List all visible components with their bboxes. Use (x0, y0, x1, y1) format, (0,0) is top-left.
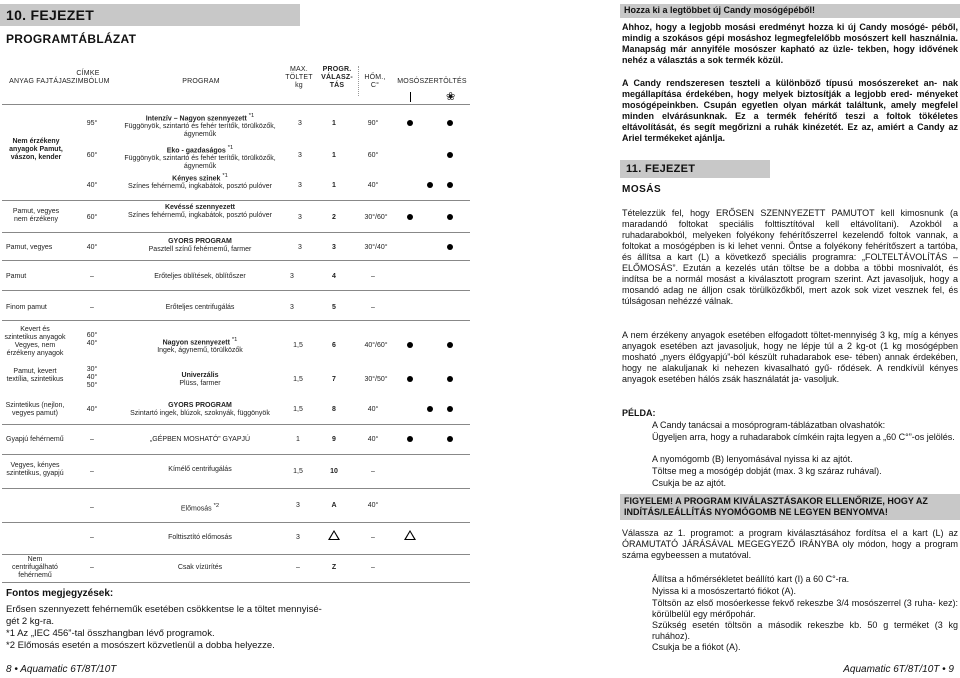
row-9-name: Univerzális (181, 372, 219, 379)
row-divider (2, 232, 470, 233)
row-1-label: 95° (86, 120, 98, 127)
row-8-softener-dot (447, 342, 453, 348)
row-divider (2, 488, 470, 489)
row-3-name: Kényes szinek (172, 175, 221, 183)
row-13-prog: A (331, 502, 337, 509)
row-10-program (110, 402, 290, 418)
program-select-paragraph: Válassza az 1. programot: a program kiválasztásához fordítsa el a kart (L) az ÓRAMUTATÓ JÁRÁSÁVAL MEGEGYEZŐ IRÁNYBA oly módon, hogy a program száma egybeessen a mutatóval. (622, 528, 958, 560)
fabric-group-11: Nem centrifugálható fehérnemű (12, 556, 58, 579)
row-4-main-dot (407, 214, 413, 220)
row-4-prog: 2 (332, 214, 336, 221)
washing-title: MOSÁS (622, 184, 662, 195)
tip-heading: Hozza ki a legtöbbet új Candy mosógépéből! (624, 5, 816, 15)
row-4-program (110, 204, 290, 220)
tip-paragraph-1: Ahhoz, hogy a legjobb mosási eredményt hozza ki új Candy mosógé- péből, mindig a szokásos gépi mosáshoz legmegfelelőbb mosószert kell használnia. Manapság már annyiféle mosószer kapható az üzle- tekben, hogy idővének nehéz a választás a sok termék közül. (622, 22, 958, 65)
row-11-prog: 9 (332, 436, 336, 443)
row-3-softener-dot (447, 182, 453, 188)
row-3-load: 3 (298, 182, 302, 189)
row-divider (2, 320, 470, 321)
notes-title: Fontos megjegyzések: (6, 588, 114, 599)
row-2-prog: 1 (332, 152, 336, 159)
row-8-temp: 40°/60° (364, 342, 388, 349)
header-max-load: MAX. TÖLTET kg (285, 66, 313, 89)
row-8-prog: 6 (332, 342, 336, 349)
tip-heading-bar (620, 4, 960, 18)
row-11-temp: 40° (367, 436, 379, 443)
row-10-name: GYORS PROGRAM (168, 402, 232, 409)
row-4-temp: 30°/60° (364, 214, 388, 221)
row-9-prog: 7 (332, 376, 336, 383)
row-12-prog: 10 (330, 468, 338, 475)
row-10-load: 1,5 (293, 406, 303, 413)
prewash-compartment-icon (410, 92, 411, 102)
row-9-label: 30° 40° 50° (86, 366, 98, 389)
row-9-main-dot (407, 376, 413, 382)
row-13-sup: *2 (213, 503, 220, 509)
row-10-label: 40° (86, 406, 98, 413)
step-close-drawer: Csukja be a fiókot (A). (652, 642, 741, 652)
row-3-label: 40° (86, 182, 98, 189)
row-11-label: – (90, 436, 94, 443)
row-7-label: – (90, 304, 94, 311)
row-3-sup: *1 (222, 173, 228, 179)
note-line-3: *1 Az „IEC 456”-tal összhangban lévő programok. (6, 628, 215, 639)
row-6-program: Erőteljes öblítések, öblítőszer (154, 273, 246, 280)
row-8-program (110, 336, 290, 355)
example-step-5: Csukja be az ajtót. (652, 478, 727, 488)
fabric-group-10: Vegyes, kényes szintetikus, gyapjú (6, 462, 64, 477)
example-title: PÉLDA: (622, 408, 656, 418)
note-line-2: gét 2 kg-ra. (6, 616, 55, 627)
row-2-temp: 60° (367, 152, 379, 159)
row-8-desc: Ingek, ágynemű, törülközők (157, 347, 243, 355)
note-line-4: *2 Előmosás esetén a mosószert közvetlenül a dobba helyezze. (6, 640, 275, 651)
row-divider (2, 260, 470, 261)
row-10-prog: 8 (332, 406, 336, 413)
row-8-sup: *1 (231, 337, 238, 343)
row-divider (2, 582, 470, 583)
chapter-10-title: 10. FEJEZET (6, 7, 95, 23)
row-5-load: 3 (298, 244, 302, 251)
row-9-temp: 30°/50° (364, 376, 388, 383)
row-14-load: 3 (296, 534, 300, 541)
example-step-1: A Candy tanácsai a mosóprogram-táblázatban olvashatók: (652, 420, 886, 430)
tip-paragraph-2: A Candy rendszeresen teszteli a különböző típusú mosószereket an- nak megállapítása érdekében, hogy melyek biztosítják a legjobb ered- ményeket mosógépeinkben. Csupán egyetlen olyan márkát találtunk, amely megfelel minden elvárásunknak. Ez a termék fehérítő teszi a foltok tökéletes eltávolítását, és segít megőrizni a ruhák kinézetét. Ez az, amiért a Candy az Ariel termékeket ajánlja. (622, 78, 958, 143)
fabric-group-2: Pamut, vegyes nem érzékeny (12, 208, 60, 223)
fabric-group-5: Finom pamut (6, 304, 47, 311)
step-second-compartment: Szükség esetén töltsön a második rekeszbe kb. 50 g terméket (3 kg ruhához). (652, 620, 958, 641)
row-3-temp: 40° (367, 182, 379, 189)
row-1-prewash-dot (407, 120, 413, 126)
row-5-main-dot (447, 244, 453, 250)
row-9-softener-dot (447, 376, 453, 382)
header-fabric: ANYAG FAJTÁJA (9, 78, 67, 85)
chapter-11-title: 11. FEJEZET (626, 163, 696, 175)
example-step-4: Töltse meg a mosógép dobját (max. 3 kg száraz ruhával). (652, 466, 882, 476)
row-2-sup: *1 (227, 145, 234, 151)
row-4-load: 3 (298, 214, 302, 221)
row-11-softener-dot (447, 436, 453, 442)
row-14-temp: – (371, 534, 375, 541)
row-divider (2, 290, 470, 291)
row-10-desc: Szintartó ingek, blúzok, szoknyák, függönyök (130, 410, 270, 417)
fabric-group-9: Gyapjú fehérnemű (6, 436, 64, 443)
note-line-1: Erősen szennyezett fehérneműk esetében csökkentse le a töltet mennyisé- (6, 604, 322, 615)
row-1-load: 3 (298, 120, 302, 127)
warning-text: FIGYELEM! A PROGRAM KIVÁLASZTÁSAKOR ELLENŐRIZE, HOGY AZ INDÍTÁS/LEÁLLÍTÁS NYOMÓGOMB NE LEGYEN BENYOMVA! (624, 496, 928, 517)
row-4-softener-dot (447, 214, 453, 220)
header-separator (358, 66, 359, 96)
softener-flower-icon: ❀ (446, 91, 456, 103)
row-14-program: Folttisztító előmosás (168, 534, 232, 541)
row-14-label: – (90, 534, 94, 541)
row-13-label: – (90, 504, 94, 511)
chapter-10-heading-bar (0, 4, 300, 26)
fabric-group-3: Pamut, vegyes (6, 244, 53, 251)
row-1-sup: *1 (248, 113, 255, 119)
row-5-desc: Pasztell színű fehérnemű, farmer (148, 246, 252, 253)
step-temperature: Állítsa a hőmérsékletet beállító kart (I) a 60 C°-ra. (652, 574, 850, 584)
row-6-load: 3 (290, 273, 294, 280)
row-7-load: 3 (290, 304, 294, 311)
row-5-temp: 30°/40° (364, 244, 388, 251)
row-3-program (110, 172, 290, 191)
row-11-main-dot (407, 436, 413, 442)
row-3-main-dot (427, 182, 433, 188)
step-open-drawer: Nyissa ki a mosószertartó fiókot (A). (652, 586, 797, 596)
row-15-temp: – (371, 564, 375, 571)
program-table-title: PROGRAMTÁBLÁZAT (6, 32, 137, 46)
row-2-program (110, 144, 290, 171)
row-15-prog: Z (331, 564, 337, 571)
row-15-load: – (296, 564, 300, 571)
row-divider (2, 424, 470, 425)
row-13-temp: 40° (367, 502, 379, 509)
footer-right: Aquamatic 6T/8T/10T • 9 (843, 664, 954, 675)
row-4-name: Kevéssé szennyezett (164, 204, 236, 211)
row-1-desc: Függönyök, szintartó és fehér terítők, törülközők, ágyneműk (124, 123, 276, 139)
fabric-group-8: Szintetikus (nejlon, vegyes pamut) (5, 402, 65, 417)
row-1-temp: 90° (367, 120, 379, 127)
fabric-group-4: Pamut (6, 273, 27, 280)
step-fill-detergent: Töltsön az első mosóerkesse fekvő rekeszbe 3/4 mosószerrel (3 ruha- kez): körülbelül egy mérőpohár. (652, 598, 958, 619)
row-1-name: Intenzív – Nagyon szennyezett (145, 115, 247, 123)
row-2-load: 3 (298, 152, 302, 159)
fabric-group-1-text: Nem érzékeny anyagok Pamut, vászon, kender (9, 138, 63, 161)
row-2-desc: Függönyök, szintartó és fehér terítők, törülközők, ágyneműk (124, 155, 276, 171)
warning-bar (620, 494, 960, 520)
row-divider (2, 522, 470, 523)
header-program: PROGRAM (182, 78, 220, 85)
row-13-name: Előmosás (180, 505, 212, 513)
fabric-group-6: Kevert és szintetikus anyagok Vegyes, nem érzékeny anyagok (4, 326, 66, 357)
chapter-11-heading-bar (620, 160, 770, 178)
footer-left: 8 • Aquamatic 6T/8T/10T (6, 664, 117, 675)
row-11-load: 1 (296, 436, 300, 443)
row-10-softener-dot (447, 406, 453, 412)
row-8-label: 60° 40° (86, 332, 98, 347)
row-divider (2, 200, 470, 201)
row-10-temp: 40° (367, 406, 379, 413)
row-1-main-dot (447, 120, 453, 126)
row-15-program: Csak vízürítés (177, 564, 223, 571)
row-7-program: Erőteljes centrifugálás (165, 304, 235, 311)
row-9-load: 1,5 (293, 376, 303, 383)
header-temperature: HŐM., C° (364, 74, 386, 89)
row-6-prog: 4 (332, 273, 336, 280)
row-7-temp: – (371, 304, 375, 311)
row-divider (2, 454, 470, 455)
row-9-desc: Plüss, farmer (179, 380, 221, 387)
row-1-program (110, 112, 290, 139)
row-8-load: 1,5 (293, 342, 303, 349)
row-3-prog: 1 (332, 182, 336, 189)
row-7-prog: 5 (332, 304, 336, 311)
stain-detergent-triangle-icon (404, 530, 416, 540)
row-4-desc: Színes fehérnemű, ingkabátok, posztó pulóver (128, 212, 272, 219)
row-5-name: GYORS PROGRAM (168, 238, 232, 245)
header-label-symbol: CÍMKE SZIMBÓLUM (66, 70, 110, 85)
example-step-3: A nyomógomb (B) lenyomásával nyissa ki az ajtót. (652, 454, 853, 464)
row-12-load: 1,5 (293, 468, 303, 475)
row-1-prog: 1 (332, 120, 336, 127)
header-detergent: MOSÓSZERTÖLTÉS (397, 78, 467, 85)
washing-paragraph-1: Tételezzük fel, hogy ERŐSEN SZENNYEZETT PAMUTOT kell kimosnunk (a maradandó foltokat speciális folttisztítóval kell eltávolítani). Azokból a ruhadarabokból, melyeken folyékony fehérítőszerrel kezelendő foltok vannak, a foltokat a mosógépben is ki lehet venni. Öntse a folyékony fehérítőszert a tartóba, és állítsa a kart (L) a következő speciális programra: „FOLTELTÁVOLÍTÁS – ELŐMOSÁS”. Ezután a kezelés után töltse be a dobba a többi mosnivalót, és indítsa be a normál mosást a kiválasztott program szerint. Azt javasoljuk, hogy a mosandó adag ne álljon csak törülközőkből, mert azok sok vizet vesznek fel, és túlságosan nehézzé válnak. (622, 208, 958, 306)
row-divider (2, 104, 470, 105)
row-3-desc: Színes fehérnemű, ingkabátok, posztó pulóver (128, 183, 272, 191)
row-2-name: Eko - gazdaságos (166, 147, 226, 155)
row-8-main-dot (407, 342, 413, 348)
fabric-group-7: Pamut, kevert textília, szintetikus (6, 368, 64, 383)
row-12-temp: – (371, 468, 375, 475)
row-6-label: – (90, 273, 94, 280)
row-5-prog: 3 (332, 244, 336, 251)
row-4-label: 60° (86, 214, 98, 221)
row-8-name: Nagyon szennyezett (162, 339, 230, 347)
row-15-label: – (90, 564, 94, 571)
row-5-program (110, 238, 290, 254)
example-step-2: Ügyeljen arra, hogy a ruhadarabok címkéin rajta legyen a „60 C°”-os jelölés. (652, 432, 955, 442)
row-2-main-dot (447, 152, 453, 158)
stain-prewash-triangle-icon (328, 530, 340, 540)
row-divider (2, 554, 470, 555)
row-9-program (110, 372, 290, 388)
row-10-main-dot (427, 406, 433, 412)
washing-paragraph-2: A nem érzékeny anyagok esetében elfogadott töltet-mennyiség 3 kg, míg a kényes anyagok esetében azt javasoljuk, hogy ne lépje túl a 2 kg-ot (1 kg mosógépben mosható „nyers élőgyapjú”-ból készült ruhadarabok ese- tében) annak érdekében, hogy ne alakuljanak ki nehezen kivasalható gyű- rődések. A rendkívül kényes anyagok esetében hálós zsák használatát ja- vasoljuk. (622, 330, 958, 384)
row-6-temp: – (371, 273, 375, 280)
row-5-label: 40° (86, 244, 98, 251)
header-program-select: PROGR. VÁLASZ- TÁS (321, 66, 353, 89)
row-12-label: – (90, 468, 94, 475)
row-2-label: 60° (86, 152, 98, 159)
row-12-program: Kímélő centrifugálás (168, 466, 232, 473)
fabric-group-1 (6, 138, 66, 162)
row-11-program: „GÉPBEN MOSHATÓ” GYAPJÚ (149, 436, 251, 443)
row-13-program (110, 502, 290, 513)
row-13-load: 3 (296, 502, 300, 509)
